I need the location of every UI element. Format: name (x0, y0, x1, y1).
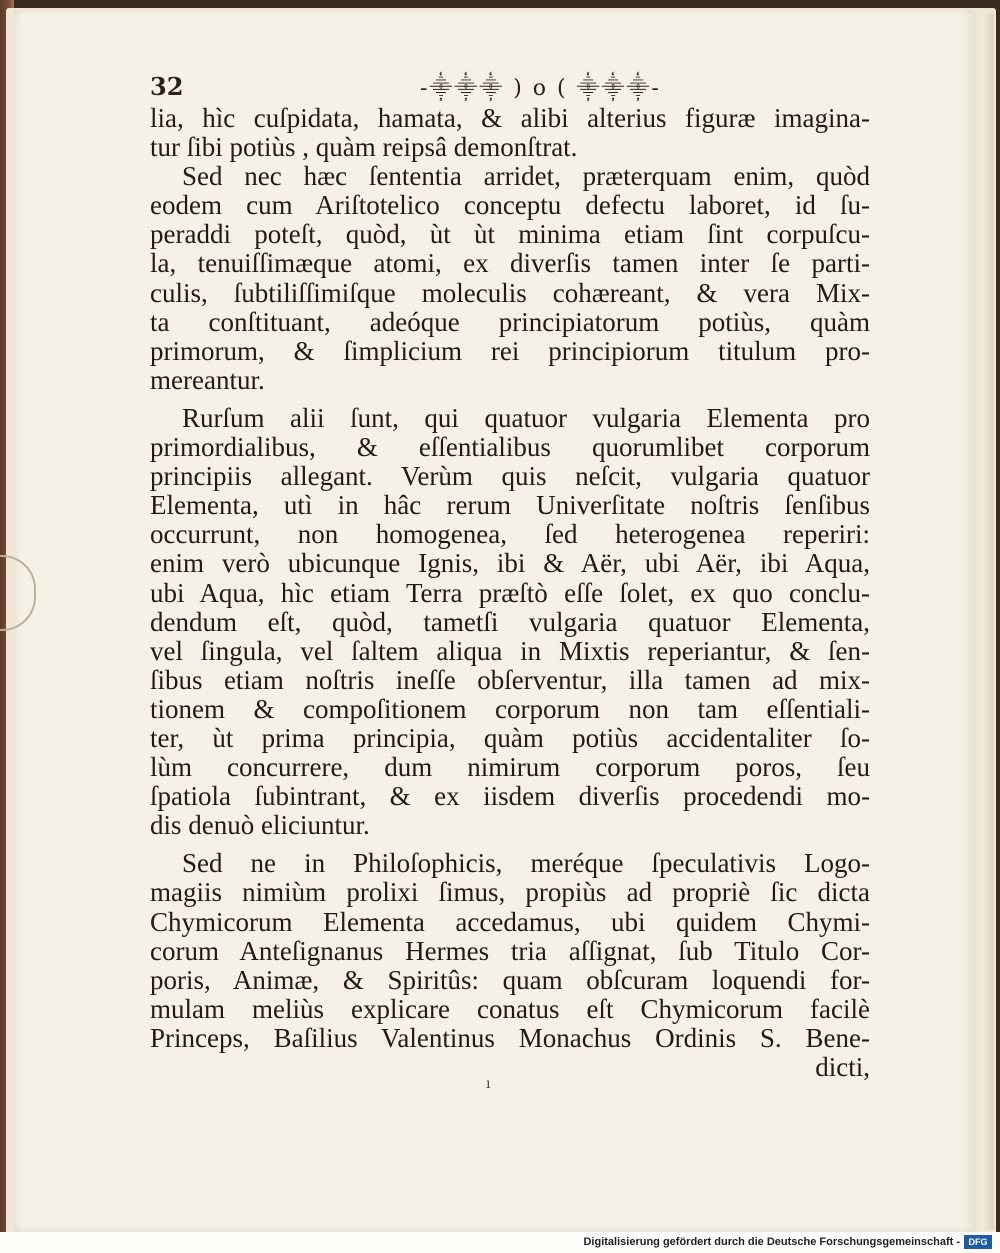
text-line: la, tenuiſſimæque atomi, ex diverſis tamen inter ſe parti- (150, 248, 870, 279)
text-line: ſpatiola ſubintrant, & ex iisdem diverſis procedendi mo- (150, 781, 870, 812)
text-line: tur ſibi potiùs , quàm reipsâ demonſtrat. (150, 132, 578, 163)
text-line: culis, ſubtiliſſimiſque moleculis cohæreant, & vera Mix- (150, 277, 870, 308)
text-line: lia, hìc cuſpidata, hamata, & alibi alterius figuræ imagina- (150, 103, 870, 133)
text-line: primorum, & ſimplicium rei principiorum titulum pro- (150, 335, 870, 366)
text-line: Sed nec hæc ſententia arridet, præterquam enim, quòd (182, 161, 870, 192)
header-ornament: -⸎⸎⸎ ) o ( ⸎⸎⸎- (420, 76, 661, 101)
text-line: ubi Aqua, hìc etiam Terra præſtò eſſe ſolet, ex quo conclu- (150, 577, 870, 608)
text-line: principiis allegant. Verùm quis neſcit, vulgaria quatuor (150, 461, 870, 492)
text-line: Chymicorum Elementa accedamus, ubi quidem Chymi- (150, 906, 870, 937)
text-line: mereantur. (150, 364, 265, 395)
text-block (150, 104, 870, 1082)
text-line: occurrunt, non homogenea, ſed heterogenea reperiri: (150, 519, 870, 550)
text-line: mulam meliùs explicare conatus eſt Chymicorum facilè (150, 993, 870, 1024)
running-head (150, 70, 870, 104)
text-line: Elementa, utì in hâc rerum Univerſitate noſtris ſenſibus (150, 490, 870, 521)
text-line: dendum eſt, quòd, tametſi vulgaria quatuor Elementa, (150, 606, 870, 637)
text-line: eodem cum Ariſtotelico conceptu defectu laboret, id ſu- (150, 190, 870, 221)
text-line: peraddi poteſt, quòd, ùt ùt minima etiam ſint corpuſcu- (150, 219, 870, 250)
text-line: enim verò ubicunque Ignis, ibi & Aër, ubi Aër, ibi Aqua, (150, 548, 870, 579)
text-line: ſibus etiam noſtris ineſſe obſerventur, illa tamen ad mix- (150, 664, 870, 695)
text-line: poris, Animæ, & Spiritûs: quam obſcuram loquendi for- (150, 964, 870, 995)
text-line: ter, ùt prima principia, quàm potiùs accidentaliter ſo- (150, 722, 870, 753)
dfg-logo-icon: DFG (964, 1235, 992, 1249)
text-line: corum Anteſignanus Hermes tria aſſignat, ſub Titulo Cor- (150, 935, 870, 966)
funding-notice: Digitalisierung gefördert durch die Deutsche Forschungsgemeinschaft - (583, 1236, 960, 1248)
text-line: primordialibus, & eſſentialibus quorumlibet corporum (150, 432, 870, 463)
text-line: Rurſum alii ſunt, qui quatuor vulgaria Elementa pro (182, 402, 870, 433)
page-number: 32 (150, 72, 184, 101)
page-mark: ı (486, 1076, 491, 1092)
text-line: Princeps, Baſilius Valentinus Monachus Ordinis S. Bene- (150, 1022, 870, 1053)
text-line: lùm concurrere, dum nimirum corporum poros, ſeu (150, 752, 870, 783)
text-line: dis denuò eliciuntur. (150, 810, 370, 841)
text-line: Sed ne in Philoſophicis, meréque ſpeculativis Logo- (182, 848, 870, 879)
text-line: magiis nimiùm prolixi ſimus, propiùs ad propriè ſic dicta (150, 877, 870, 908)
text-line: tionem & compoſitionem corporum non tam eſſentiali- (150, 693, 870, 724)
text-line: vel ſingula, vel ſaltem aliqua in Mixtis reperiantur, & ſen- (150, 635, 870, 666)
page-edge (974, 14, 994, 1230)
catchword: dicti, (815, 1052, 870, 1082)
text-line: ta conſtituant, adeóque principiatorum potiùs, quàm (150, 306, 870, 337)
